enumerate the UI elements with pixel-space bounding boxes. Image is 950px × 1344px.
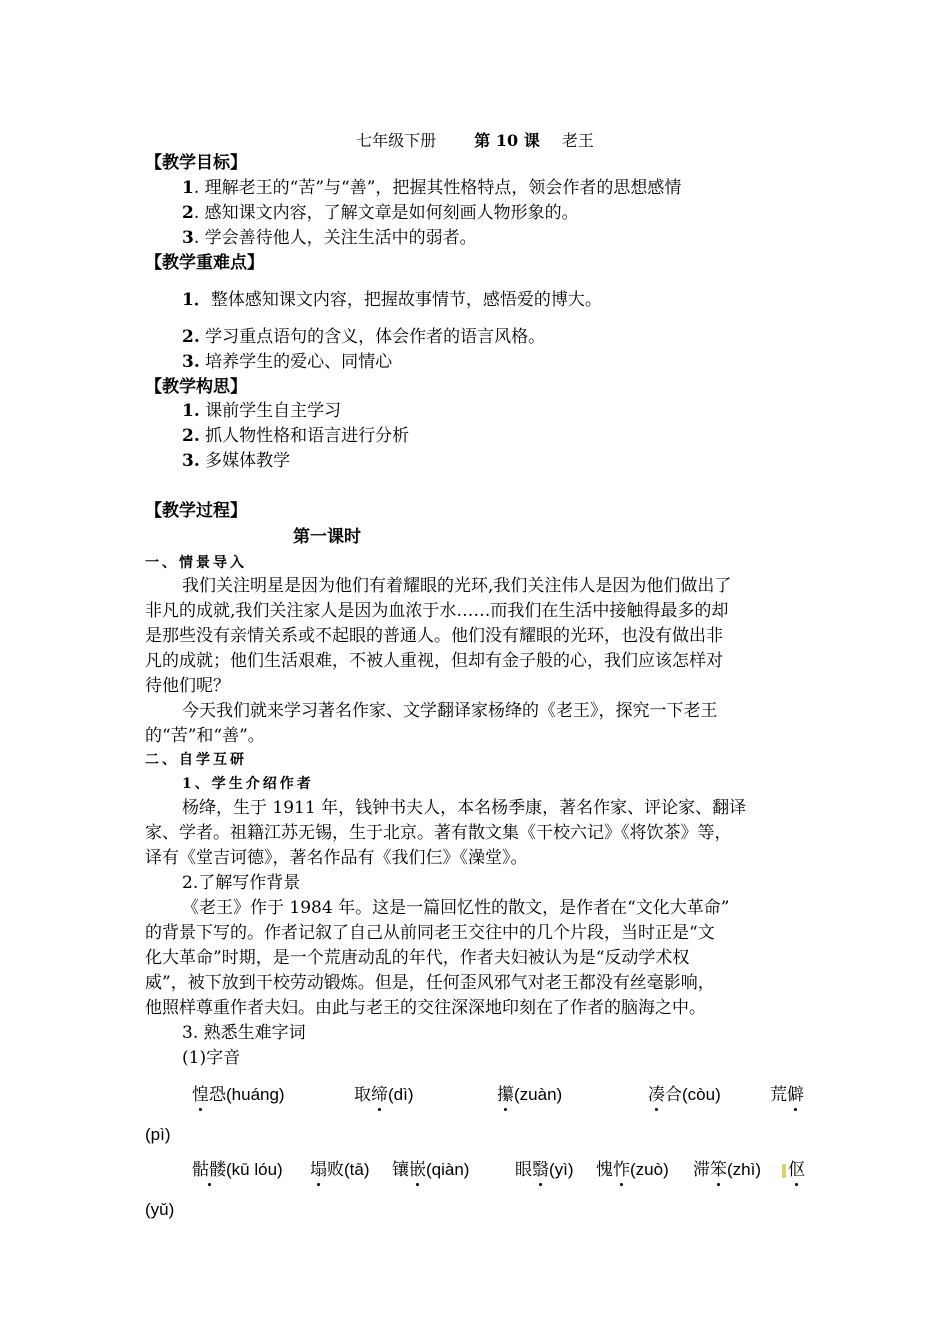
concept-heading: 【教学构思】	[145, 377, 247, 397]
intro-line: 今天我们就来学习著名作家、文学翻译家杨绛的《老王》，探究一下老王	[182, 701, 718, 721]
intro-line: 的“苦”和“善”。	[145, 726, 265, 746]
vocab-word: 滞笨(zhì)	[693, 1157, 761, 1183]
keypoints-heading: 【教学重难点】	[145, 253, 264, 273]
pronunciation-subheading: (1)字音	[182, 1048, 241, 1068]
background-subheading: 2.了解写作背景	[182, 873, 301, 893]
vocab-word: 伛	[782, 1157, 805, 1183]
section1-heading: 一、情景导入	[145, 555, 247, 571]
author-line: 杨绛，生于 1911 年，钱钟书夫人，本名杨季康，著名作家、评论家、翻译	[182, 798, 747, 818]
vocab-word: 凑合(còu)	[648, 1082, 721, 1108]
concept-item: 2. 抓人物性格和语言进行分析	[182, 426, 410, 446]
vocab-word: 眼翳(yì)	[515, 1157, 574, 1183]
background-line: 威”，被下放到干校劳动锻炼。但是，任何歪风邪气对老王都没有丝毫影响，	[145, 973, 715, 993]
vocab-word: 攥(zuàn)	[497, 1082, 562, 1108]
intro-line: 待他们呢？	[145, 676, 230, 696]
vocab-word: 惶恐(huáng)	[192, 1082, 285, 1108]
author-line: 译有《堂吉诃德》，著名作品有《我们仨》《澡堂》。	[145, 848, 528, 868]
vocab-word: 镶嵌(qiàn)	[392, 1157, 469, 1183]
intro-line: 我们关注明星是因为他们有着耀眼的光环,我们关注伟人是因为他们做出了	[182, 576, 732, 596]
edit-marker-icon	[782, 1164, 786, 1178]
concept-item: 1. 课前学生自主学习	[182, 401, 342, 421]
background-line: 《老王》作于 1984 年。这是一篇回忆性的散文，是作者在“文化大革命”	[182, 898, 730, 918]
period-heading: 第一课时	[293, 527, 361, 547]
goal-item: 3. 学会善待他人，关注生活中的弱者。	[182, 228, 477, 248]
author-line: 家、学者。祖籍江苏无锡，生于北京。著有散文集《干校六记》《将饮茶》等，	[145, 823, 732, 843]
goal-item: 1. 理解老王的“苦”与“善”，把握其性格特点，领会作者的思想感情	[182, 178, 682, 198]
lesson-name: 老王	[561, 131, 594, 150]
vocab-subheading: 3. 熟悉生难字词	[182, 1023, 306, 1043]
process-heading: 【教学过程】	[145, 501, 247, 521]
goals-heading: 【教学目标】	[145, 153, 247, 173]
section2-heading: 二、自学互研	[145, 752, 247, 768]
vocab-word: 荒僻	[770, 1082, 804, 1108]
background-line: 化大革命”时期，是一个荒唐动乱的年代，作者夫妇被认为是“反动学术权	[145, 948, 690, 968]
keypoint-item: 3. 培养学生的爱心、同情心	[182, 352, 393, 372]
background-line: 的背景下写的。作者记叙了自己从前同老王交往中的几个片段，当时正是“文	[145, 923, 715, 943]
concept-item: 3. 多媒体教学	[182, 451, 291, 471]
goal-item: 2. 感知课文内容，了解文章是如何刻画人物形象的。	[182, 203, 579, 223]
vocab-pinyin-wrap: (yǔ)	[145, 1200, 175, 1219]
author-subheading: 1、学生介绍作者	[182, 776, 314, 792]
lesson-number: 第 10 课	[474, 131, 540, 150]
vocab-word: 取缔(dì)	[354, 1082, 414, 1108]
keypoint-item: 1．整体感知课文内容，把握故事情节，感悟爱的博大。	[182, 290, 602, 310]
keypoint-item: 2. 学习重点语句的含义，体会作者的语言风格。	[182, 327, 546, 347]
vocab-pinyin-wrap: (pì)	[145, 1125, 171, 1144]
vocab-word: 塌败(tā)	[310, 1157, 370, 1183]
background-line: 他照样尊重作者夫妇。由此与老王的交往深深地印刻在了作者的脑海之中。	[145, 998, 706, 1018]
lesson-title	[0, 128, 950, 153]
intro-line: 是那些没有亲情关系或不起眼的普通人。他们没有耀眼的光环，也没有做出非	[145, 626, 723, 646]
vocab-word: 骷髅(kū lóu)	[192, 1157, 283, 1183]
intro-line: 凡的成就；他们生活艰难，不被人重视，但却有金子般的心，我们应该怎样对	[145, 651, 723, 671]
grade-label: 七年级下册	[356, 131, 437, 150]
vocab-word: 愧怍(zuò)	[596, 1157, 669, 1183]
intro-line: 非凡的成就,我们关注家人是因为血浓于水……而我们在生活中接触得最多的却	[145, 601, 729, 621]
